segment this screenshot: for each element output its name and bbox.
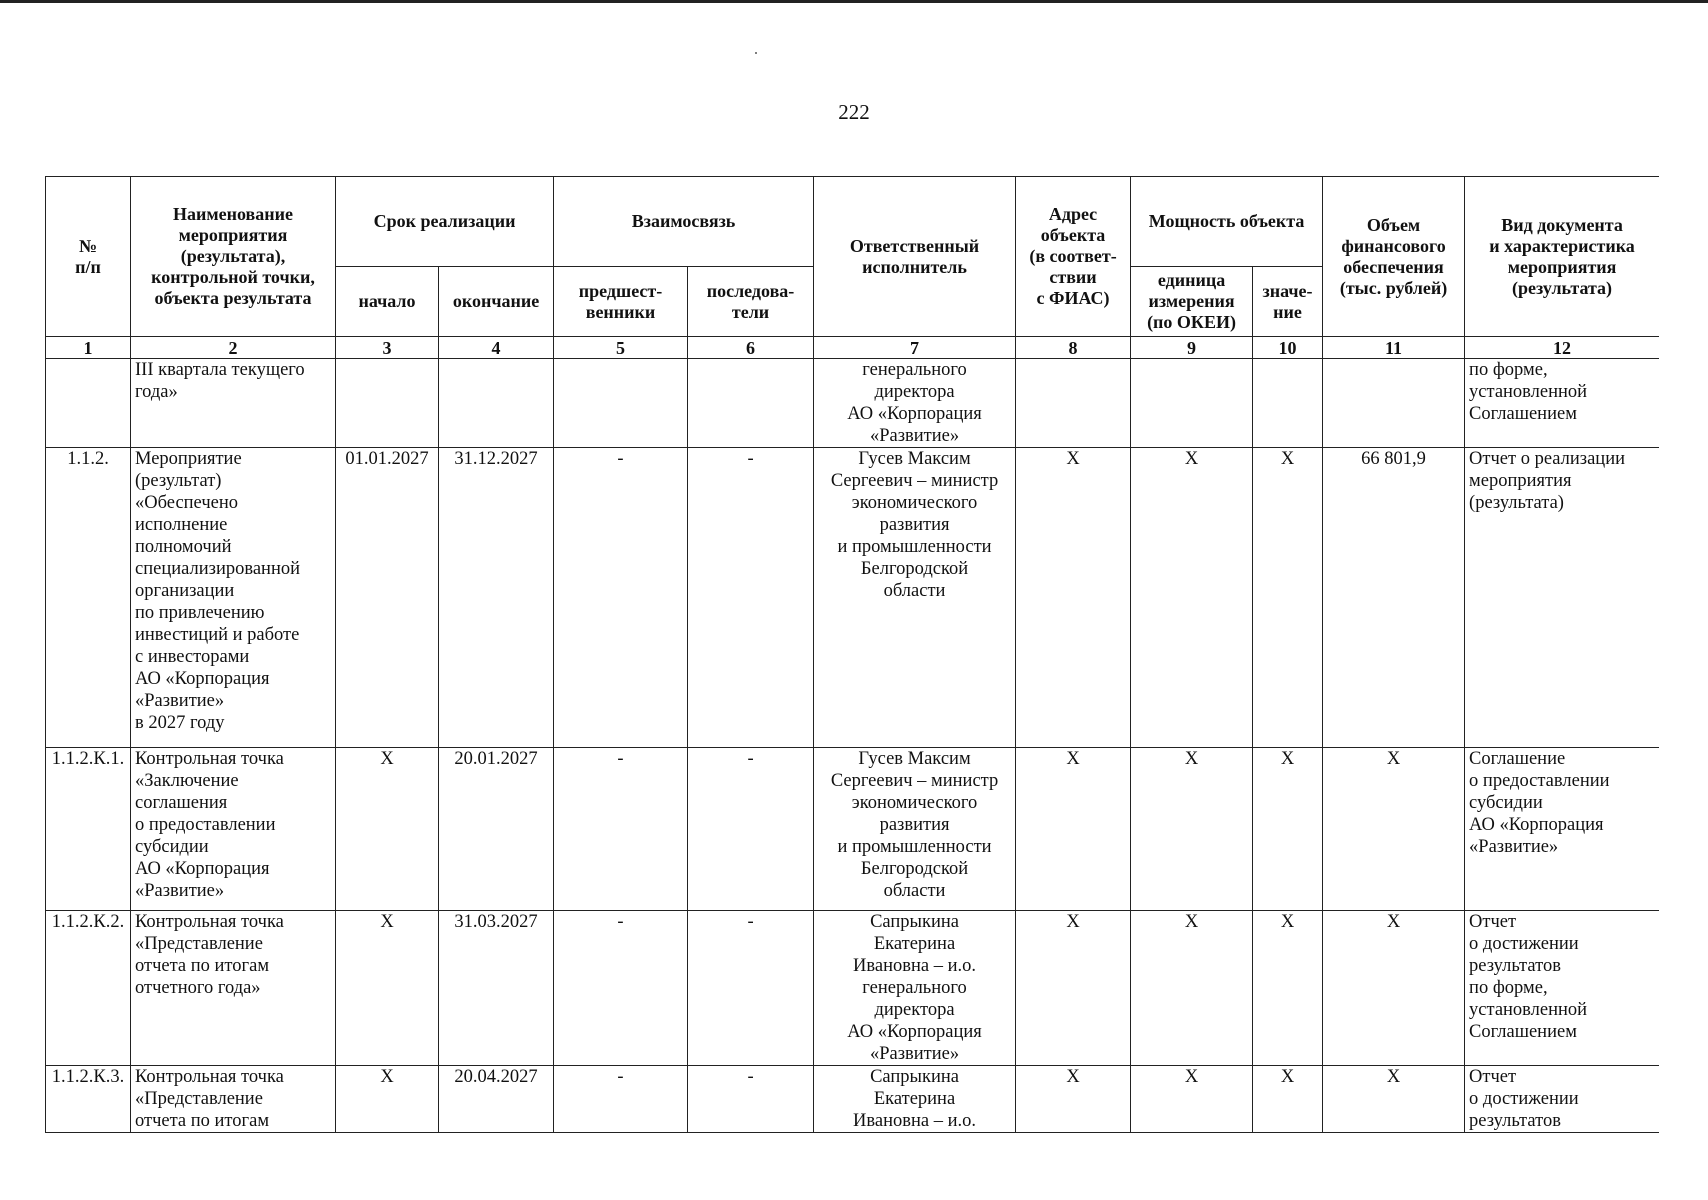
cell-value (1253, 359, 1323, 448)
column-number: 10 (1253, 337, 1323, 359)
cell-finance: X (1323, 748, 1465, 911)
cell-value: X (1253, 1066, 1323, 1133)
header-link-pred: предшест- венники (554, 267, 688, 337)
cell-end: 31.12.2027 (439, 448, 554, 748)
cell-doc: Отчет о реализации мероприятия (результата) (1465, 448, 1659, 748)
cell-finance: 66 801,9 (1323, 448, 1465, 748)
cell-unit: X (1131, 448, 1253, 748)
cell-address: X (1016, 748, 1131, 911)
cell-address: X (1016, 911, 1131, 1066)
cell-number: 1.1.2.К.2. (46, 911, 131, 1066)
plan-table-container (45, 176, 1659, 1138)
header-term-end: окончание (439, 267, 554, 337)
cell-next: - (688, 748, 814, 911)
header-doc: Вид документа и характеристика мероприятия (результата) (1465, 177, 1659, 337)
cell-name: Мероприятие (результат) «Обеспечено исполнение полномочий специализированной организации по привлечению инвестиций и работе с инвесторами АО «Корпорация «Развитие» в 2027 году (131, 448, 336, 748)
header-number: № п/п (46, 177, 131, 337)
table-row (46, 911, 1660, 1066)
cell-address (1016, 359, 1131, 448)
cell-number: 1.1.2.К.3. (46, 1066, 131, 1133)
cell-address: X (1016, 448, 1131, 748)
header-link: Взаимосвязь (554, 177, 814, 267)
cell-value: X (1253, 448, 1323, 748)
header-finance: Объем финансового обеспечения (тыс. рублей) (1323, 177, 1465, 337)
cell-finance: X (1323, 911, 1465, 1066)
cell-doc: Отчет о достижении результатов по форме, установленной Соглашением (1465, 911, 1659, 1066)
cell-number: 1.1.2.К.1. (46, 748, 131, 911)
cell-next: - (688, 448, 814, 748)
cell-pred: - (554, 448, 688, 748)
cell-start (336, 359, 439, 448)
column-number: 6 (688, 337, 814, 359)
cell-finance (1323, 359, 1465, 448)
plan-table (45, 176, 1659, 1133)
cell-doc: Отчет о достижении результатов (1465, 1066, 1659, 1133)
column-number: 5 (554, 337, 688, 359)
cell-pred: - (554, 1066, 688, 1133)
cell-start: X (336, 911, 439, 1066)
header-capacity-value: значе- ние (1253, 267, 1323, 337)
cell-next: - (688, 911, 814, 1066)
cell-end (439, 359, 554, 448)
cell-name: Контрольная точка «Представление отчета по итогам (131, 1066, 336, 1133)
cell-pred (554, 359, 688, 448)
cell-number (46, 359, 131, 448)
cell-unit: X (1131, 911, 1253, 1066)
cell-unit: X (1131, 1066, 1253, 1133)
cell-value: X (1253, 748, 1323, 911)
column-number: 9 (1131, 337, 1253, 359)
column-number: 7 (814, 337, 1016, 359)
header-link-next: последова- тели (688, 267, 814, 337)
table-row (46, 748, 1660, 911)
cell-address: X (1016, 1066, 1131, 1133)
cell-finance: X (1323, 1066, 1465, 1133)
table-row (46, 448, 1660, 748)
cell-pred: - (554, 911, 688, 1066)
header-capacity: Мощность объекта (1131, 177, 1323, 267)
cell-responsible: Гусев Максим Сергеевич – министр экономического развития и промышленности Белгородской области (814, 448, 1016, 748)
column-number: 12 (1465, 337, 1659, 359)
page-number: 222 (838, 100, 870, 124)
cell-number: 1.1.2. (46, 448, 131, 748)
cell-name: Контрольная точка «Представление отчета по итогам отчетного года» (131, 911, 336, 1066)
header-responsible: Ответственный исполнитель (814, 177, 1016, 337)
cell-end: 20.04.2027 (439, 1066, 554, 1133)
table-row (46, 1066, 1660, 1133)
scan-speck (755, 52, 757, 54)
cell-responsible: генерального директора АО «Корпорация «Развитие» (814, 359, 1016, 448)
cell-unit (1131, 359, 1253, 448)
cell-name: Контрольная точка «Заключение соглашения о предоставлении субсидии АО «Корпорация «Развитие» (131, 748, 336, 911)
column-number: 8 (1016, 337, 1131, 359)
column-number: 1 (46, 337, 131, 359)
header-name: Наименование мероприятия (результата), контрольной точки, объекта результата (131, 177, 336, 337)
cell-responsible: Сапрыкина Екатерина Ивановна – и.о. генерального директора АО «Корпорация «Развитие» (814, 911, 1016, 1066)
cell-pred: - (554, 748, 688, 911)
column-number: 3 (336, 337, 439, 359)
cell-end: 20.01.2027 (439, 748, 554, 911)
column-numbers-row (46, 337, 1660, 359)
cell-name: III квартала текущего года» (131, 359, 336, 448)
cell-responsible: Сапрыкина Екатерина Ивановна – и.о. (814, 1066, 1016, 1133)
cell-next (688, 359, 814, 448)
cell-doc: Соглашение о предоставлении субсидии АО «Корпорация «Развитие» (1465, 748, 1659, 911)
cell-start: X (336, 748, 439, 911)
header-address: Адрес объекта (в соответ- ствии с ФИАС) (1016, 177, 1131, 337)
table-row (46, 359, 1660, 448)
column-number: 2 (131, 337, 336, 359)
column-number: 11 (1323, 337, 1465, 359)
cell-end: 31.03.2027 (439, 911, 554, 1066)
cell-unit: X (1131, 748, 1253, 911)
cell-value: X (1253, 911, 1323, 1066)
cell-responsible: Гусев Максим Сергеевич – министр экономического развития и промышленности Белгородской области (814, 748, 1016, 911)
cell-start: X (336, 1066, 439, 1133)
cell-next: - (688, 1066, 814, 1133)
scan-top-edge (0, 0, 1708, 3)
cell-doc: по форме, установленной Соглашением (1465, 359, 1659, 448)
header-term-start: начало (336, 267, 439, 337)
header-term: Срок реализации (336, 177, 554, 267)
header-capacity-unit: единица измерения (по ОКЕИ) (1131, 267, 1253, 337)
column-number: 4 (439, 337, 554, 359)
cell-start: 01.01.2027 (336, 448, 439, 748)
